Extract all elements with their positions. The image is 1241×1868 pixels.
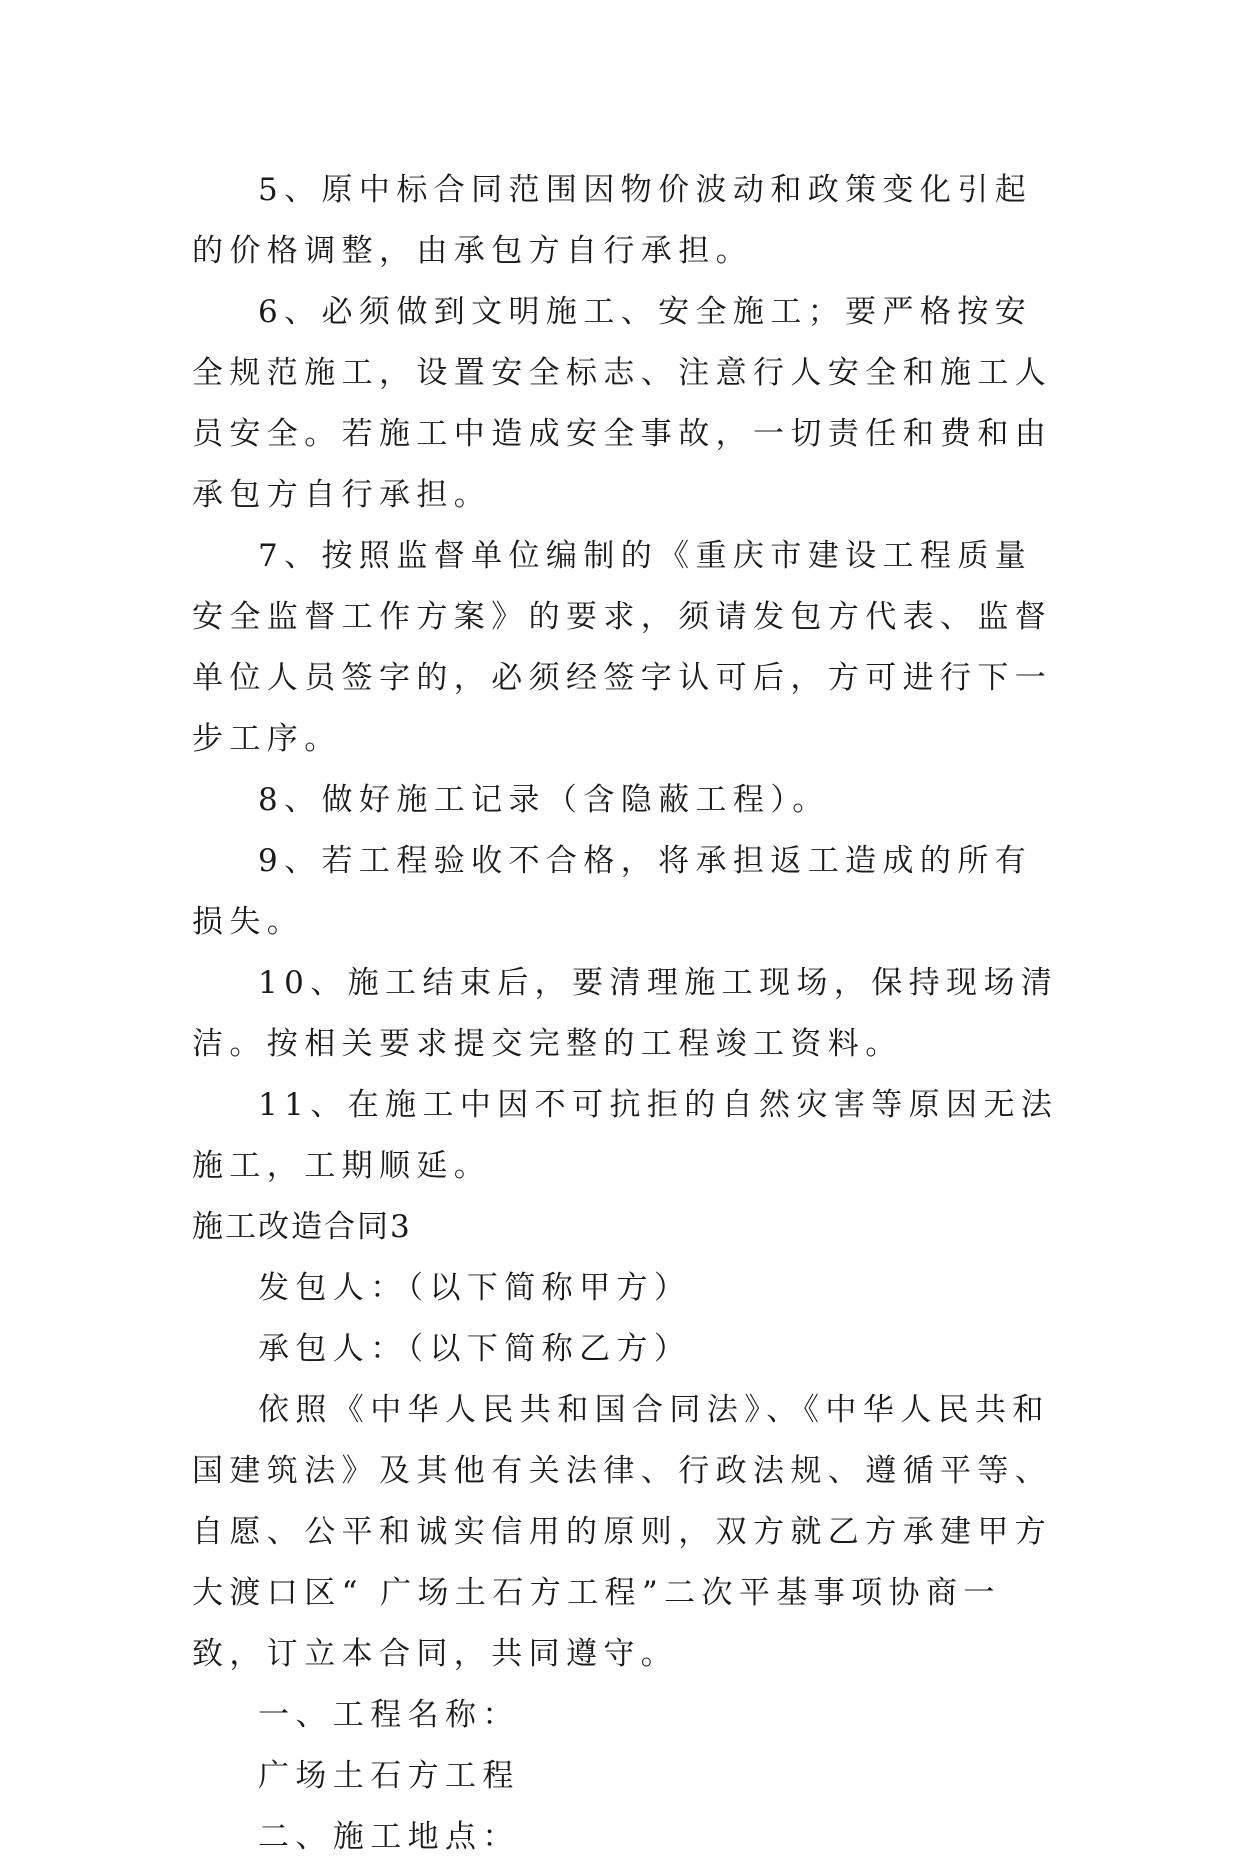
employer-line: 发包人：（以下简称甲方） bbox=[258, 1270, 692, 1306]
document-body bbox=[192, 160, 1062, 1868]
clause-11-paragraph: 11、在施工中因不可抗拒的自然灾害等原因无法施工，工期顺延。 bbox=[192, 1087, 1059, 1184]
project-name-value: 广场土石方工程 bbox=[258, 1758, 520, 1794]
project-name-heading: 一、工程名称： bbox=[258, 1697, 520, 1733]
preamble-paragraph: 依照《中华人民共和国合同法》、《中华人民共和国建筑法》及其他有关法律、行政法规、遵循平等、自愿、公平和诚实信用的原则，双方就乙方承建甲方大渡口区“ 广场土石方工程”二次平基事项协商一致，订立本合同，共同遵守。 bbox=[192, 1392, 1053, 1672]
clause-6-paragraph: 6、必须做到文明施工、安全施工；要严格按安全规范施工，设置安全标志、注意行人安全和施工人员安全。若施工中造成安全事故，一切责任和费和由承包方自行承担。 bbox=[192, 294, 1053, 513]
contractor-line: 承包人：（以下简称乙方） bbox=[258, 1331, 692, 1367]
section-title: 施工改造合同3 bbox=[192, 1209, 412, 1245]
clause-9-paragraph: 9、若工程验收不合格，将承担返工造成的所有损失。 bbox=[192, 843, 1033, 940]
clause-5-paragraph: 5、原中标合同范围因物价波动和政策变化引起的价格调整，由承包方自行承担。 bbox=[192, 172, 1033, 269]
clause-7-paragraph: 7、按照监督单位编制的《重庆市建设工程质量安全监督工作方案》的要求，须请发包方代表、监督单位人员签字的，必须经签字认可后，方可进行下一步工序。 bbox=[192, 538, 1053, 757]
site-location-heading: 二、施工地点： bbox=[258, 1819, 520, 1855]
clause-10-paragraph: 10、施工结束后，要清理施工现场，保持现场清洁。按相关要求提交完整的工程竣工资料。 bbox=[192, 965, 1059, 1062]
clause-8-paragraph: 8、做好施工记录（含隐蔽工程）。 bbox=[258, 782, 830, 818]
